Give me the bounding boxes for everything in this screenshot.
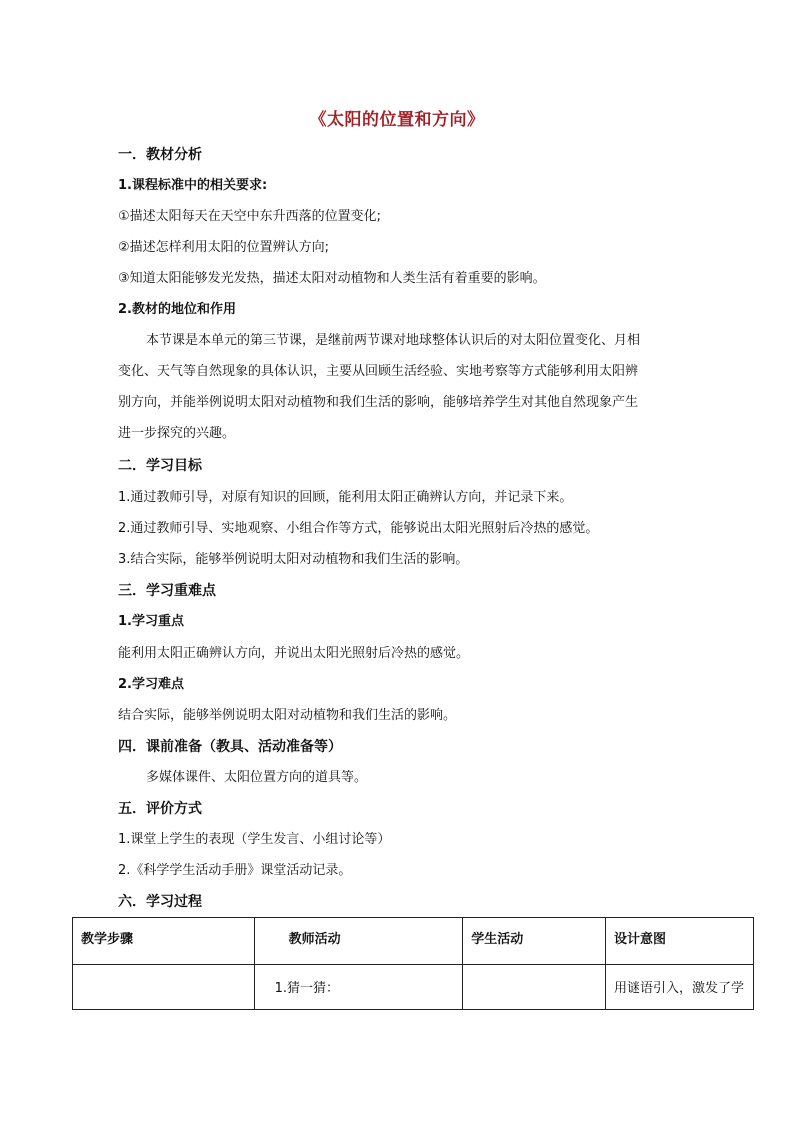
table-header-cell: 教师活动 [254,918,463,965]
section-5-item: 2.《科学学生活动手册》课堂活动记录。 [118,863,352,878]
table-header-row [73,918,754,965]
section-1-item: ②描述怎样利用太阳的位置辨认方向; [118,240,330,255]
table-header-cell: 设计意图 [605,918,753,965]
section-2-item: 1.通过教师引导，对原有知识的回顾，能利用太阳正确辨认方向，并记录下来。 [118,490,573,505]
paragraph-line: 本节课是本单元的第三节课，是继前两节课对地球整体认识后的对太阳位置变化、月相 [146,333,641,348]
table-cell [73,965,255,1010]
section-5-heading: 五．评价方式 [118,801,202,817]
section-1-item: ③知道太阳能够发光发热，描述太阳对动植物和人类生活有着重要的影响。 [118,271,546,286]
section-3-sub2: 2.学习难点 [118,677,184,692]
paragraph-line: 进一步探究的兴趣。 [118,426,236,441]
section-1-sub2: 2.教材的地位和作用 [118,302,236,317]
section-3-sub1: 1.学习重点 [118,614,184,629]
table-row [73,965,754,1010]
paragraph-line: 变化、天气等自然现象的具体认识，主要从回顾生活经验、实地考察等方式能够利用太阳辨 [118,364,639,379]
table-cell: 用谜语引入，激发了学 [605,965,753,1010]
section-6-heading: 六．学习过程 [118,894,202,910]
section-4-heading: 四．课前准备（教具、活动准备等） [118,739,342,755]
section-2-heading: 二．学习目标 [118,458,202,474]
section-1-sub1: 1.课程标准中的相关要求: [118,178,268,193]
section-3-text1: 能利用太阳正确辨认方向，并说出太阳光照射后冷热的感觉。 [118,646,470,661]
document-title: 《太阳的位置和方向》 [309,110,485,130]
section-1-item: ①描述太阳每天在天空中东升西落的位置变化; [118,209,382,224]
section-3-heading: 三．学习重难点 [118,583,216,599]
table-cell [463,965,606,1010]
table-header-cell: 学生活动 [463,918,606,965]
table-header-cell: 教学步骤 [73,918,255,965]
section-5-item: 1.课堂上学生的表现（学生发言、小组讨论等） [118,832,391,847]
section-2-item: 3.结合实际，能够举例说明太阳对动植物和我们生活的影响。 [118,552,469,567]
section-1-paragraph [118,325,678,449]
table-cell: 1.猜一猜： [254,965,463,1010]
section-3-text2: 结合实际，能够举例说明太阳对动植物和我们生活的影响。 [118,708,457,723]
paragraph-line: 别方向，并能举例说明太阳对动植物和我们生活的影响，能够培养学生对其他自然现象产生 [118,395,639,410]
section-4-text: 多媒体课件、太阳位置方向的道具等。 [146,770,368,785]
section-1-heading: 一．教材分析 [118,147,202,163]
section-2-item: 2.通过教师引导、实地观察、小组合作等方式，能够说出太阳光照射后冷热的感觉。 [118,521,599,536]
learning-process-table [72,917,754,1010]
